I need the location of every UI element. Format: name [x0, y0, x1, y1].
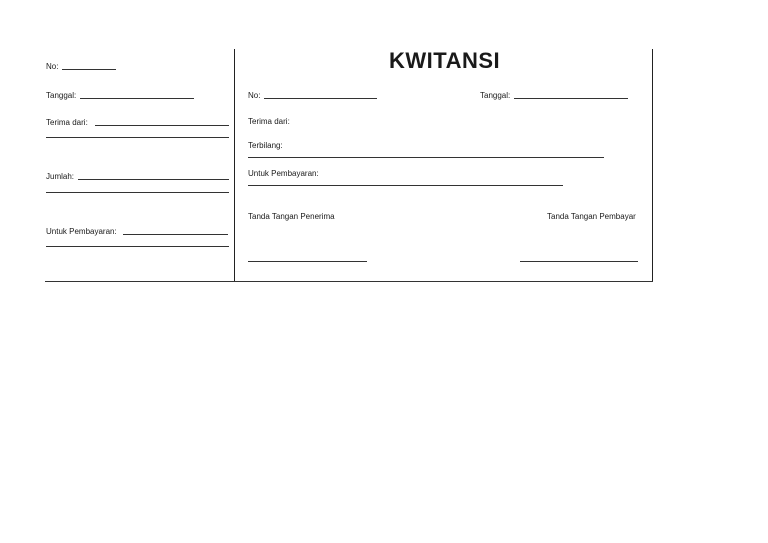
stub-divider	[234, 49, 235, 282]
receipt-bottom-border	[45, 281, 653, 282]
stub-jumlah-field[interactable]	[78, 179, 229, 180]
pembayar-signature-label: Tanda Tangan Pembayar	[547, 212, 636, 221]
stub-tanggal-label: Tanggal:	[46, 91, 77, 100]
main-no-field[interactable]	[264, 98, 377, 99]
main-terbilang-label: Terbilang:	[248, 141, 283, 150]
main-tanggal-label: Tanggal:	[480, 91, 511, 100]
stub-terima-dari-label: Terima dari:	[46, 118, 88, 127]
penerima-signature-label: Tanda Tangan Penerima	[248, 212, 335, 221]
pembayar-signature-line[interactable]	[520, 261, 638, 262]
stub-untuk-pembayaran-label: Untuk Pembayaran:	[46, 227, 117, 236]
main-terbilang-field[interactable]	[248, 157, 604, 158]
stub-jumlah-field-2[interactable]	[46, 192, 229, 193]
stub-no-field[interactable]	[62, 69, 116, 70]
stub-no-label: No:	[46, 62, 59, 71]
stub-untuk-pembayaran-field[interactable]	[123, 234, 228, 235]
stub-jumlah-label: Jumlah:	[46, 172, 75, 181]
main-untuk-pembayaran-label: Untuk Pembayaran:	[248, 169, 319, 178]
stub-terima-dari-field[interactable]	[95, 125, 229, 126]
stub-tanggal-field[interactable]	[80, 98, 194, 99]
main-no-label: No:	[248, 91, 261, 100]
main-untuk-pembayaran-field[interactable]	[248, 185, 563, 186]
penerima-signature-line[interactable]	[248, 261, 367, 262]
main-tanggal-field[interactable]	[514, 98, 628, 99]
receipt-right-border	[652, 49, 653, 282]
stub-untuk-pembayaran-field-2[interactable]	[46, 246, 229, 247]
receipt-title: KWITANSI	[389, 48, 501, 73]
main-terima-dari-label: Terima dari:	[248, 117, 290, 126]
stub-terima-dari-field-2[interactable]	[46, 137, 229, 138]
